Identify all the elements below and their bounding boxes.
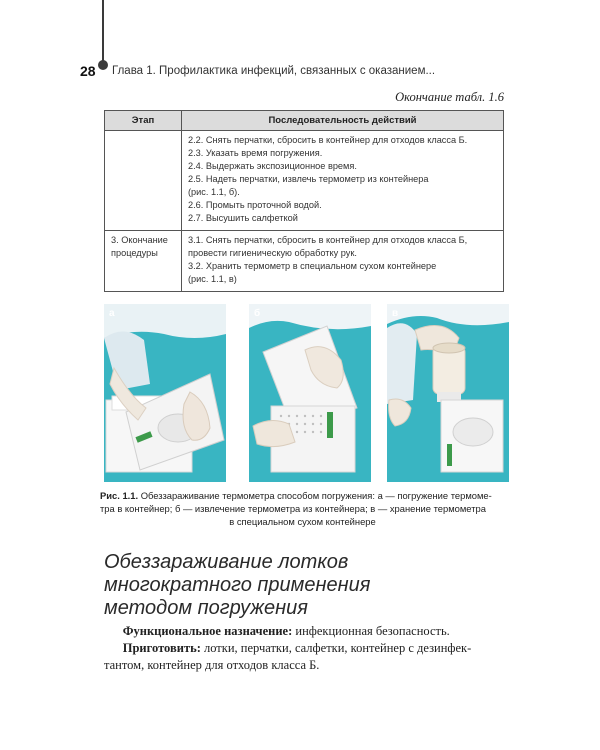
actions-cell bbox=[182, 231, 504, 292]
title-line: Обеззараживание лотков bbox=[104, 551, 349, 573]
paragraph-line bbox=[104, 640, 504, 657]
action-line: 3.1. Снять перчатки, сбросить в контейнер для отходов класса Б, bbox=[188, 235, 468, 245]
section-title bbox=[104, 551, 370, 620]
table-header-row bbox=[105, 111, 504, 131]
table-row bbox=[105, 131, 504, 231]
caption-label: Рис. 1.1. bbox=[100, 490, 139, 501]
actions-cell bbox=[182, 131, 504, 231]
margin-rule-dot bbox=[98, 60, 108, 70]
paragraph-line: тантом, контейнер для отходов класса Б. bbox=[104, 658, 320, 672]
procedure-table bbox=[104, 110, 504, 292]
thermometer-immersion-illustration bbox=[104, 304, 226, 482]
photo-panel-a bbox=[104, 304, 226, 482]
prepare-label: Приготовить: bbox=[122, 641, 201, 655]
table-row bbox=[105, 231, 504, 292]
column-header-stage: Этап bbox=[105, 111, 182, 131]
action-line: 2.3. Указать время погружения. bbox=[188, 148, 323, 158]
caption-line bbox=[100, 489, 505, 502]
action-line: 2.5. Надеть перчатки, извлечь термометр из контейнера bbox=[188, 174, 429, 184]
paragraph-line bbox=[104, 623, 504, 640]
page-number: 28 bbox=[80, 63, 96, 79]
panel-label: б bbox=[254, 308, 261, 319]
stage-line: 3. Окончание bbox=[111, 235, 168, 245]
caption-line: тра в контейнер; б — извлечение термометра из контейнера; в — хранение термометра bbox=[100, 503, 486, 514]
figure-caption bbox=[100, 489, 505, 528]
action-line: 2.7. Высушить салфеткой bbox=[188, 213, 298, 223]
title-line: методом погружения bbox=[104, 597, 308, 619]
column-header-actions: Последовательность действий bbox=[182, 111, 504, 131]
action-line: 2.4. Выдержать экспозиционное время. bbox=[188, 161, 357, 171]
action-line: 2.2. Снять перчатки, сбросить в контейнер для отходов класса Б. bbox=[188, 135, 468, 145]
action-line: 3.2. Хранить термометр в специальном сухом контейнере bbox=[188, 261, 437, 271]
stage-line: процедуры bbox=[111, 248, 158, 258]
purpose-paragraph bbox=[104, 623, 504, 640]
photo-panel-b bbox=[249, 304, 371, 482]
panel-label: в bbox=[392, 308, 399, 319]
caption-line: в специальном сухом контейнере bbox=[229, 516, 376, 527]
chapter-title: Глава 1. Профилактика инфекций, связанных с оказанием... bbox=[112, 65, 436, 77]
action-line: (рис. 1.1, б). bbox=[188, 187, 240, 197]
table-caption: Окончание табл. 1.6 bbox=[395, 90, 504, 104]
action-line: провести гигиеническую обработку рук. bbox=[188, 248, 357, 258]
prepare-text: лотки, перчатки, салфетки, контейнер с дезинфек- bbox=[203, 641, 472, 655]
thermometer-storage-illustration bbox=[387, 304, 509, 482]
caption-text: Обеззараживание термометра способом погружения: а — погружение термоме- bbox=[140, 490, 492, 501]
purpose-label: Функциональное назначение: bbox=[122, 624, 293, 638]
title-line: многократного применения bbox=[104, 574, 371, 596]
panel-label: а bbox=[109, 308, 115, 319]
thermometer-extraction-illustration bbox=[249, 304, 371, 482]
margin-rule bbox=[102, 0, 104, 64]
stage-cell bbox=[105, 231, 182, 292]
action-line: (рис. 1.1, в) bbox=[188, 274, 237, 284]
action-line: 2.6. Промыть проточной водой. bbox=[188, 200, 322, 210]
purpose-text: инфекционная безопасность. bbox=[295, 624, 450, 638]
stage-cell bbox=[105, 131, 182, 231]
prepare-paragraph bbox=[104, 640, 504, 674]
photo-panel-c bbox=[387, 304, 509, 482]
